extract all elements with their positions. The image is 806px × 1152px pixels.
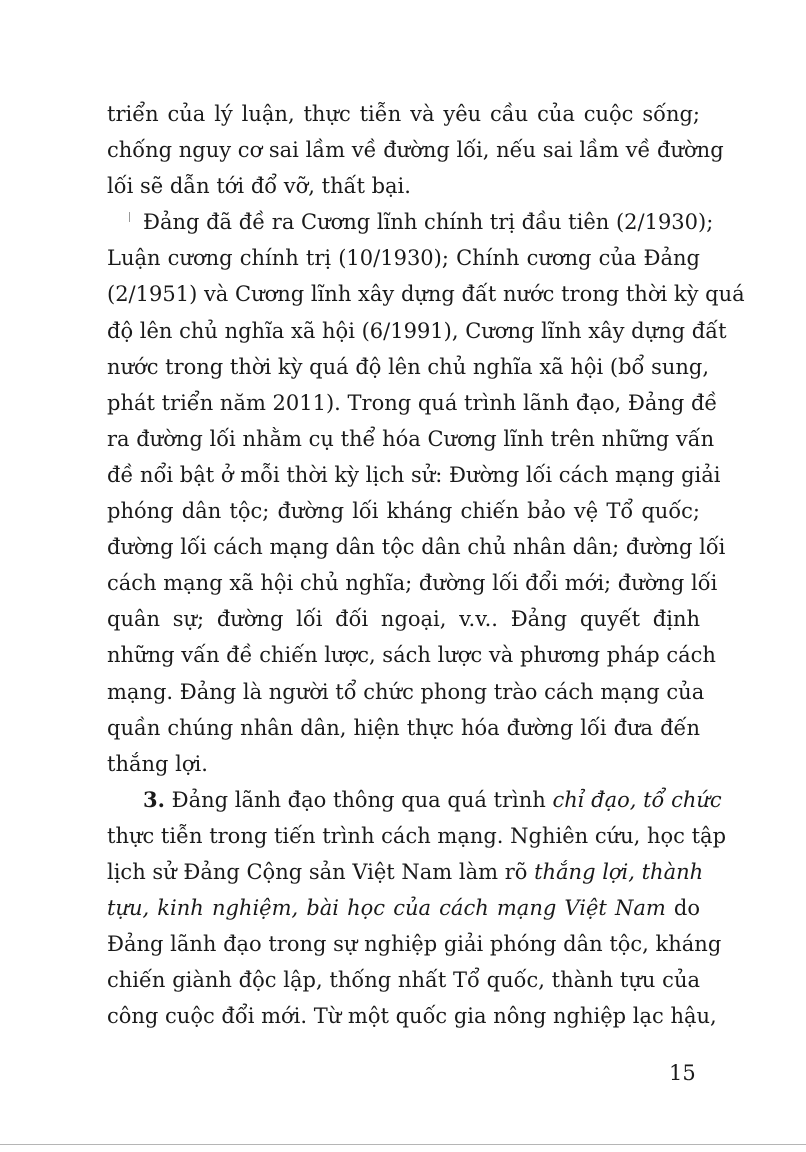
text-line bbox=[107, 890, 700, 926]
text-line bbox=[107, 782, 722, 818]
text-line: đề nổi bật ở mỗi thời kỳ lịch sử: Đường lối cách mạng giải bbox=[107, 462, 721, 487]
text-run: lịch sử Đảng Cộng sản Việt Nam làm rõ bbox=[107, 859, 535, 884]
text-run: do bbox=[665, 896, 700, 921]
text-line: chiến giành độc lập, thống nhất Tổ quốc, thành tựu của bbox=[107, 968, 700, 993]
italic-run: thắng lợi, thành bbox=[534, 859, 704, 884]
text-line: (2/1951) và Cương lĩnh xây dựng đất nước trong thời kỳ quá bbox=[107, 282, 745, 307]
text-line: độ lên chủ nghĩa xã hội (6/1991), Cương lĩnh xây dựng đất bbox=[107, 318, 727, 343]
text-line: ra đường lối nhằm cụ thể hóa Cương lĩnh trên những vấn bbox=[107, 426, 715, 451]
text-line: quân sự; đường lối đối ngoại, v.v.. Đảng quyết định bbox=[107, 607, 700, 632]
text-line: thắng lợi. bbox=[107, 751, 208, 776]
text-line: những vấn đề chiến lược, sách lược và phương pháp cách bbox=[107, 643, 716, 668]
text-line: lối sẽ dẫn tới đổ vỡ, thất bại. bbox=[107, 174, 411, 199]
text-line bbox=[107, 854, 704, 890]
body-text bbox=[107, 96, 745, 1034]
text-line: Đảng đã đề ra Cương lĩnh chính trị đầu tiên (2/1930); bbox=[143, 210, 714, 235]
text-line: cách mạng xã hội chủ nghĩa; đường lối đổi mới; đường lối bbox=[107, 571, 718, 596]
section-number: 3. bbox=[143, 786, 165, 812]
text-line: mạng. Đảng là người tổ chức phong trào cách mạng của bbox=[107, 679, 705, 704]
text-line: Luận cương chính trị (10/1930); Chính cương của Đảng bbox=[107, 246, 700, 271]
scan-edge-line bbox=[0, 1144, 806, 1145]
text-line: đường lối cách mạng dân tộc dân chủ nhân dân; đường lối bbox=[107, 535, 726, 560]
text-line: phóng dân tộc; đường lối kháng chiến bảo vệ Tổ quốc; bbox=[107, 499, 700, 524]
text-line: chống nguy cơ sai lầm về đường lối, nếu sai lầm về đường bbox=[107, 138, 724, 163]
text-line: triển của lý luận, thực tiễn và yêu cầu của cuộc sống; bbox=[107, 102, 700, 126]
page-number: 15 bbox=[669, 1061, 696, 1085]
text-line: nước trong thời kỳ quá độ lên chủ nghĩa xã hội (bổ sung, bbox=[107, 354, 710, 379]
italic-run: tựu, kinh nghiệm, bài học của cách mạng Việt Nam bbox=[107, 896, 666, 921]
text-line: thực tiễn trong tiến trình cách mạng. Nghiên cứu, học tập bbox=[107, 823, 727, 848]
text-line: Đảng lãnh đạo trong sự nghiệp giải phóng dân tộc, kháng bbox=[107, 932, 722, 957]
text-line: quần chúng nhân dân, hiện thực hóa đường lối đưa đến bbox=[107, 715, 700, 740]
italic-run: chỉ đạo, tổ chức bbox=[552, 787, 722, 812]
text-line: công cuộc đổi mới. Từ một quốc gia nông nghiệp lạc hậu, bbox=[107, 1004, 717, 1029]
text-run: Đảng lãnh đạo thông qua quá trình bbox=[164, 787, 553, 812]
text-line: phát triển năm 2011). Trong quá trình lãnh đạo, Đảng đề bbox=[107, 390, 718, 415]
